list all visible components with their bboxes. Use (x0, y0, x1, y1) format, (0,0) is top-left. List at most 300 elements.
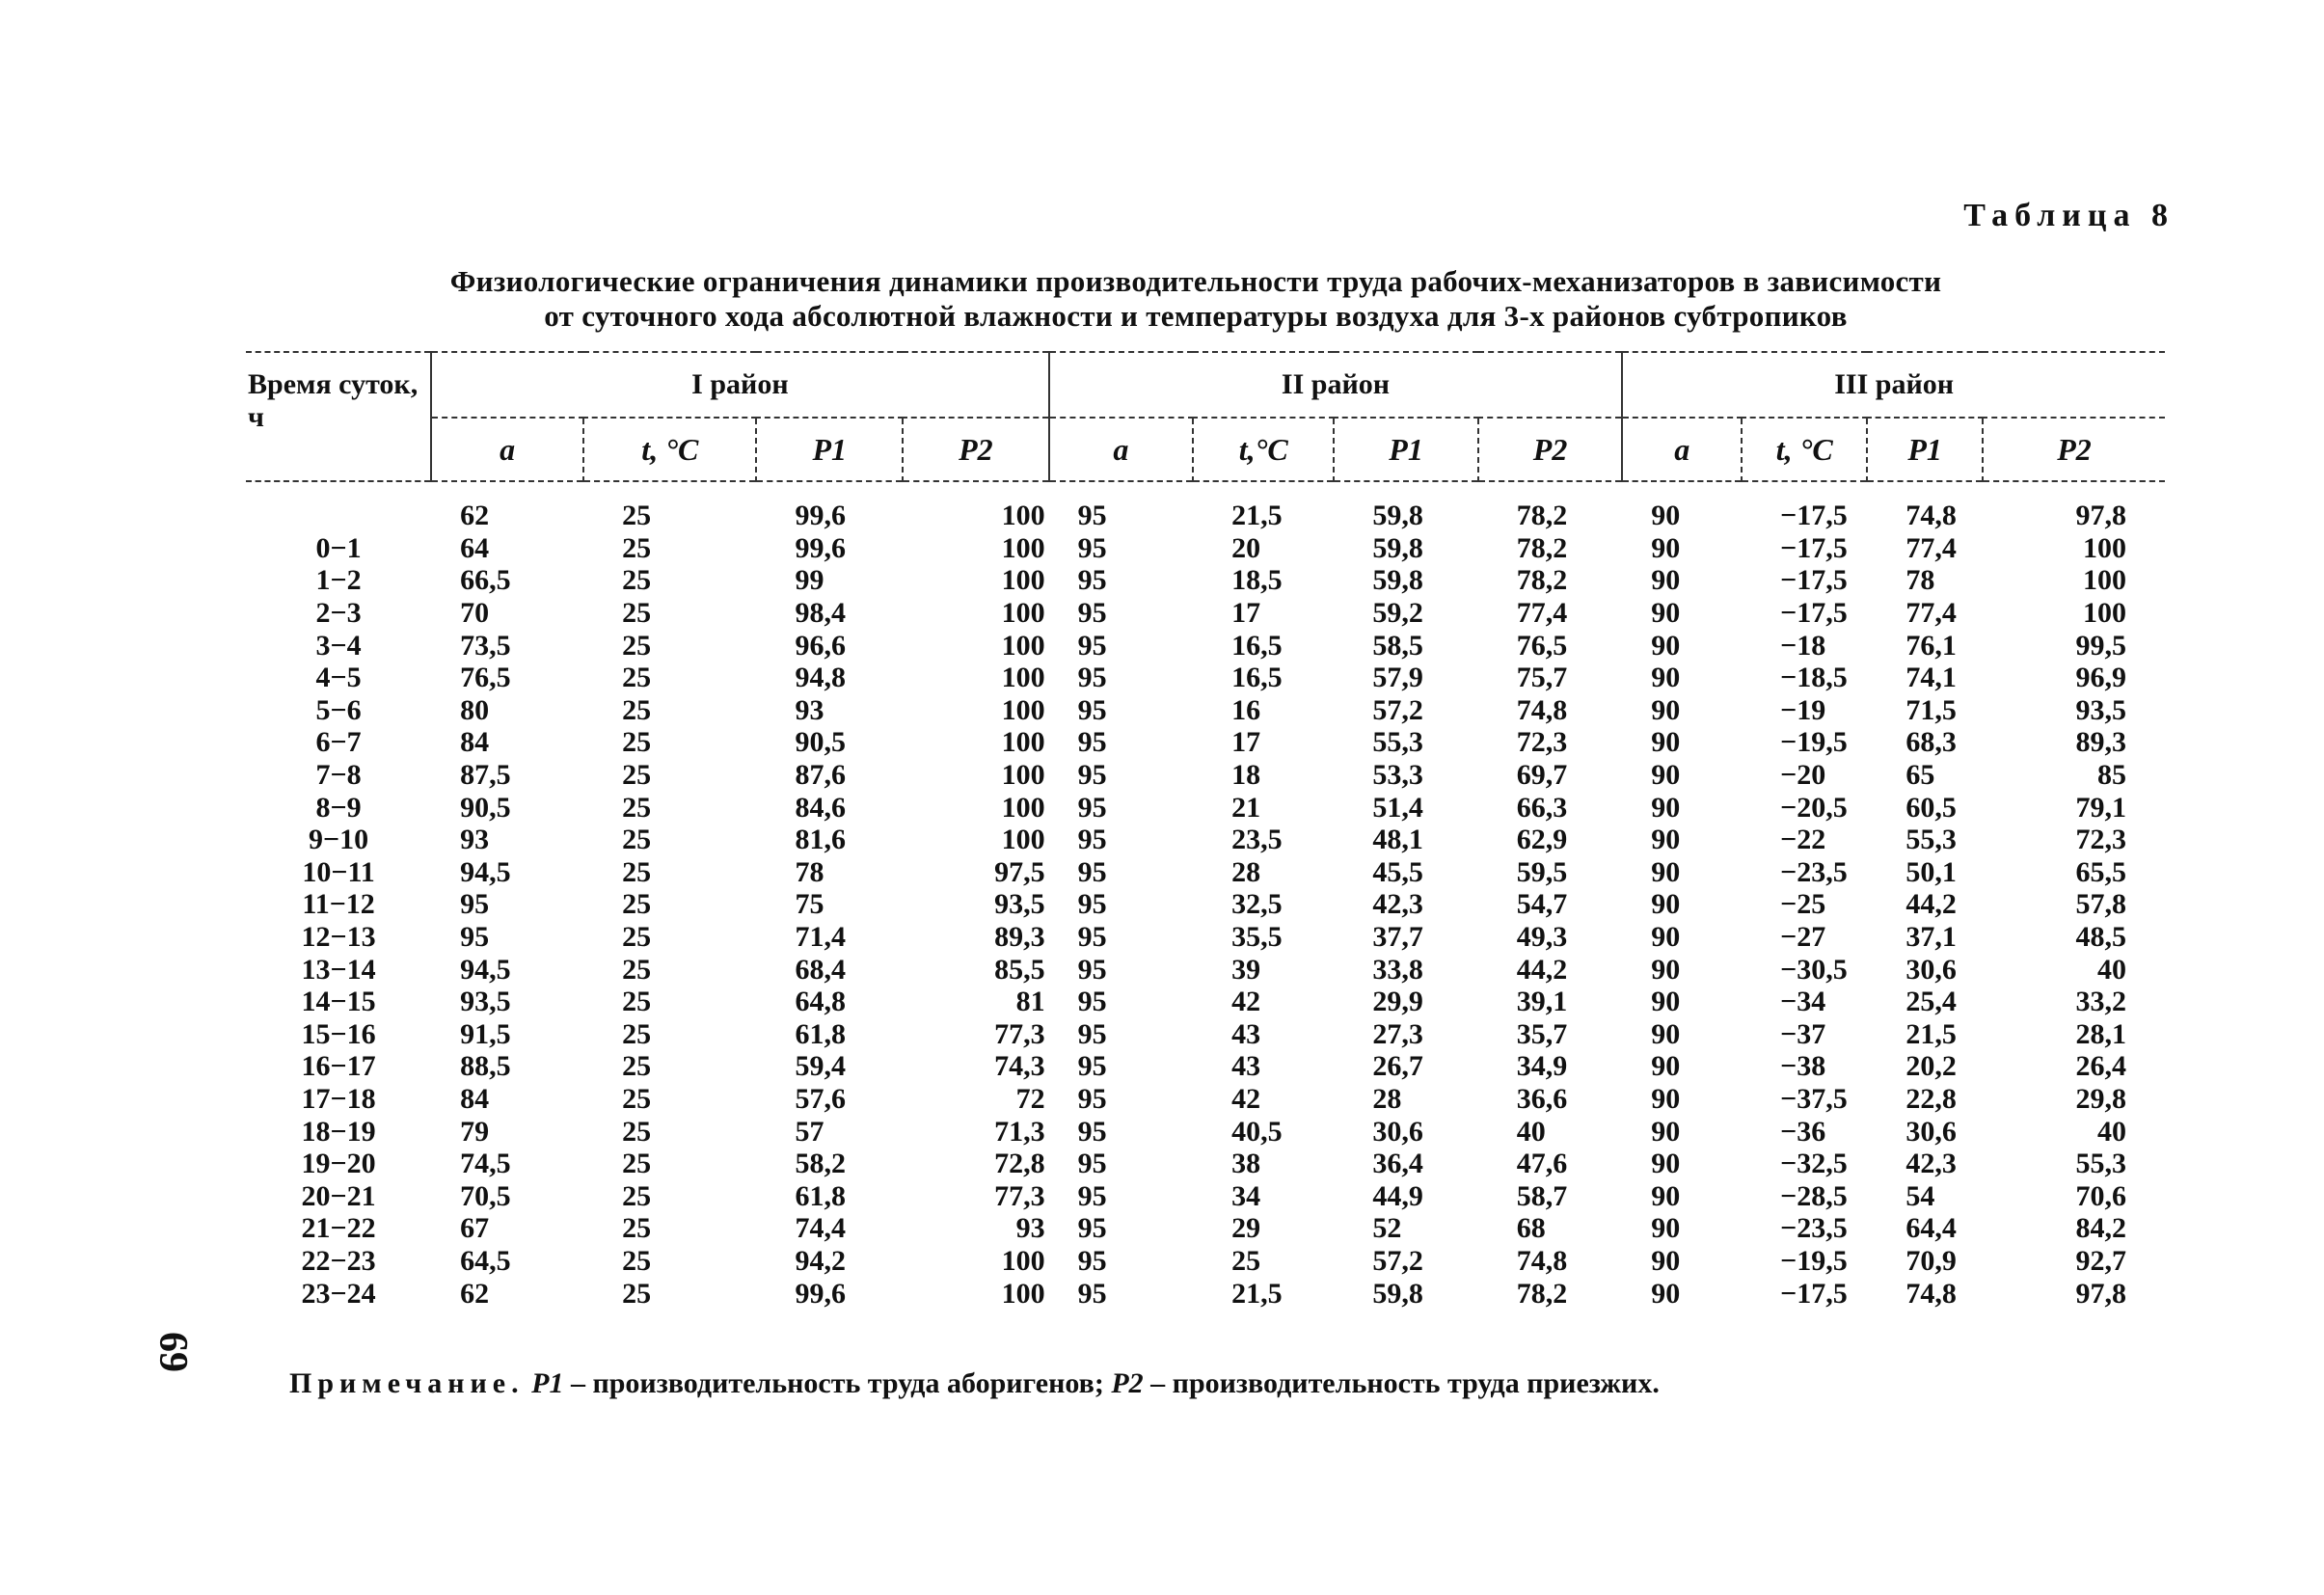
value-cell: 94,8 (795, 662, 846, 694)
value-cell: 88,5 (460, 1050, 511, 1083)
subcolumn-header: P2 (1478, 418, 1623, 481)
value-cell: 90 (1651, 759, 1681, 792)
value-cell: −28,5 (1780, 1179, 1848, 1212)
value-cell: 57,6 (795, 1082, 846, 1115)
value-cell: 95 (1077, 1082, 1107, 1115)
region-3-header: III район (1622, 352, 2165, 418)
value-cell: 30,6 (1905, 1115, 1957, 1148)
value-cell: 92,7 (2075, 1244, 2126, 1277)
time-cell: 9−10 (309, 824, 369, 856)
value-cell: 76,5 (460, 662, 511, 694)
value-cell: 70,5 (460, 1179, 511, 1212)
time-cell: 4−5 (315, 662, 362, 694)
value-cell: 93,5 (994, 888, 1045, 921)
value-cell: −19,5 (1780, 1244, 1848, 1277)
time-cell: 16−17 (301, 1050, 376, 1083)
value-cell: 95 (1077, 888, 1107, 921)
value-cell: 57,2 (1372, 693, 1423, 726)
value-cell: 81 (1015, 986, 1045, 1018)
value-cell: 17 (1231, 726, 1261, 759)
value-cell: 97,8 (2075, 500, 2126, 532)
value-cell: 25 (622, 953, 652, 986)
table-row (246, 986, 2165, 1018)
value-cell: 85 (2097, 759, 2126, 792)
value-cell: −37 (1780, 1017, 1826, 1050)
value-cell: 40 (2097, 1115, 2126, 1148)
value-cell: 87,6 (795, 759, 846, 792)
page-number: 69 (150, 1332, 195, 1372)
table-row (246, 921, 2165, 954)
value-cell: 95 (1077, 1050, 1107, 1083)
value-cell: 97,5 (994, 855, 1045, 888)
value-cell: 57 (795, 1115, 824, 1148)
value-cell: 25 (622, 726, 652, 759)
time-cell: 8−9 (315, 791, 362, 824)
value-cell: 72 (1015, 1082, 1045, 1115)
value-cell: 74,3 (994, 1050, 1045, 1083)
value-cell: 72,3 (2075, 824, 2126, 856)
value-cell: 25 (622, 1082, 652, 1115)
value-cell: 93 (460, 824, 490, 856)
value-cell: 25 (622, 531, 652, 564)
time-cell: 19−20 (301, 1148, 376, 1180)
subcolumn-header: t,°C (1193, 418, 1334, 481)
value-cell: 57,9 (1372, 662, 1423, 694)
time-cell: 23−24 (301, 1277, 376, 1310)
region-2-header: II район (1049, 352, 1623, 418)
value-cell: 59,8 (1372, 1277, 1423, 1310)
value-cell: 95 (1077, 1212, 1107, 1245)
value-cell: 68 (1516, 1212, 1546, 1245)
value-cell: 25 (622, 693, 652, 726)
value-cell: 25 (622, 1244, 652, 1277)
time-cell: 2−3 (315, 597, 362, 630)
value-cell: 72,3 (1516, 726, 1568, 759)
value-cell: 89,3 (994, 921, 1045, 954)
value-cell: 25,4 (1905, 986, 1957, 1018)
value-cell: 25 (622, 855, 652, 888)
value-cell: 100 (1001, 791, 1045, 824)
value-cell: 90 (1651, 629, 1681, 662)
value-cell: 59,8 (1372, 500, 1423, 532)
value-cell: 90 (1651, 693, 1681, 726)
time-cell: 17−18 (301, 1082, 376, 1115)
value-cell: 95 (1077, 1277, 1107, 1310)
value-cell: 78,2 (1516, 1277, 1568, 1310)
value-cell: −37,5 (1780, 1082, 1848, 1115)
value-cell: 18 (1231, 759, 1261, 792)
value-cell: 40 (1516, 1115, 1546, 1148)
value-cell: 90,5 (795, 726, 846, 759)
value-cell: 25 (622, 662, 652, 694)
value-cell: 100 (1001, 662, 1045, 694)
value-cell: −17,5 (1780, 1277, 1848, 1310)
value-cell: 81,6 (795, 824, 846, 856)
time-cell: 6−7 (315, 726, 362, 759)
value-cell: 75,7 (1516, 662, 1568, 694)
value-cell: 23,5 (1231, 824, 1283, 856)
value-cell: 100 (1001, 1244, 1045, 1277)
footnote (289, 1367, 1660, 1400)
value-cell: 25 (1231, 1244, 1261, 1277)
value-cell: 42 (1231, 1082, 1261, 1115)
table-row (246, 662, 2165, 694)
value-cell: 90 (1651, 855, 1681, 888)
value-cell: 90 (1651, 597, 1681, 630)
value-cell: 95 (1077, 693, 1107, 726)
table-row (246, 791, 2165, 824)
value-cell: 97,8 (2075, 1277, 2126, 1310)
value-cell: 70,9 (1905, 1244, 1957, 1277)
title-line-1: Физиологические ограничения динамики производительности труда рабочих-механизаторов в зависимости (449, 264, 1942, 298)
value-cell: 65,5 (2075, 855, 2126, 888)
subcolumn-header: P1 (1334, 418, 1477, 481)
value-cell: 100 (1001, 564, 1045, 597)
value-cell: 79,1 (2075, 791, 2126, 824)
time-cell: 13−14 (301, 953, 376, 986)
note-p2-symbol: P2 (1111, 1367, 1144, 1399)
value-cell: −23,5 (1780, 855, 1848, 888)
value-cell: 25 (622, 986, 652, 1018)
value-cell: 93,5 (2075, 693, 2126, 726)
value-cell: 74,1 (1905, 662, 1957, 694)
value-cell: −38 (1780, 1050, 1826, 1083)
value-cell: 90 (1651, 986, 1681, 1018)
value-cell: 90 (1651, 662, 1681, 694)
value-cell: −25 (1780, 888, 1826, 921)
value-cell: 64 (460, 531, 490, 564)
time-cell: 18−19 (301, 1115, 376, 1148)
value-cell: 100 (1001, 531, 1045, 564)
value-cell: 57,2 (1372, 1244, 1423, 1277)
value-cell: 28 (1231, 855, 1261, 888)
value-cell: 90 (1651, 1017, 1681, 1050)
value-cell: 21,5 (1231, 1277, 1283, 1310)
value-cell: 100 (1001, 500, 1045, 532)
value-cell: 100 (1001, 597, 1045, 630)
value-cell: 48,1 (1372, 824, 1423, 856)
table-row (246, 564, 2165, 597)
value-cell: 98,4 (795, 597, 846, 630)
value-cell: 29,9 (1372, 986, 1423, 1018)
value-cell: 38 (1231, 1148, 1261, 1180)
table-label: Таблица 8 (1963, 198, 2175, 233)
title-line-2: от суточного хода абсолютной влажности и температуры воздуха для 3-х районов субтропиков (544, 299, 1848, 333)
note-label: Примечание. (289, 1367, 525, 1399)
value-cell: 22,8 (1905, 1082, 1957, 1115)
value-cell: 17 (1231, 597, 1261, 630)
value-cell: 21,5 (1905, 1017, 1957, 1050)
value-cell: 76,5 (1516, 629, 1568, 662)
value-cell: 76,1 (1905, 629, 1957, 662)
value-cell: 64,5 (460, 1244, 511, 1277)
value-cell: 59,4 (795, 1050, 846, 1083)
note-text-2: – производительность труда приезжих. (1150, 1367, 1660, 1399)
value-cell: 89,3 (2075, 726, 2126, 759)
value-cell: −30,5 (1780, 953, 1848, 986)
value-cell: 74,5 (460, 1148, 511, 1180)
time-cell: 22−23 (301, 1244, 376, 1277)
value-cell: 42,3 (1905, 1148, 1957, 1180)
time-cell: 14−15 (301, 986, 376, 1018)
value-cell: 28,1 (2075, 1017, 2126, 1050)
value-cell: 59,2 (1372, 597, 1423, 630)
value-cell: 20 (1231, 531, 1261, 564)
value-cell: 84 (460, 726, 490, 759)
value-cell: 16,5 (1231, 629, 1283, 662)
value-cell: 99,5 (2075, 629, 2126, 662)
value-cell: 78 (795, 855, 824, 888)
subcolumn-header: P1 (1867, 418, 1983, 481)
value-cell: −36 (1780, 1115, 1826, 1148)
value-cell: 93,5 (460, 986, 511, 1018)
table-row (246, 597, 2165, 630)
value-cell: 100 (1001, 693, 1045, 726)
value-cell: 43 (1231, 1017, 1261, 1050)
value-cell: 74,8 (1516, 1244, 1568, 1277)
value-cell: 55,3 (2075, 1148, 2126, 1180)
value-cell: 78,2 (1516, 500, 1568, 532)
value-cell: 45,5 (1372, 855, 1423, 888)
value-cell: 90 (1651, 1179, 1681, 1212)
value-cell: 44,2 (1905, 888, 1957, 921)
value-cell: 84,2 (2075, 1212, 2126, 1245)
value-cell: 65 (1905, 759, 1935, 792)
table-row (246, 1212, 2165, 1245)
value-cell: 85,5 (994, 953, 1045, 986)
value-cell: 59,8 (1372, 564, 1423, 597)
value-cell: 71,3 (994, 1115, 1045, 1148)
value-cell: 26,7 (1372, 1050, 1423, 1083)
value-cell: 96,6 (795, 629, 846, 662)
value-cell: 36,6 (1516, 1082, 1568, 1115)
value-cell: 58,5 (1372, 629, 1423, 662)
value-cell: 50,1 (1905, 855, 1957, 888)
time-cell: 1−2 (315, 564, 362, 597)
value-cell: −19 (1780, 693, 1826, 726)
value-cell: 52 (1372, 1212, 1402, 1245)
value-cell: 80 (460, 693, 490, 726)
value-cell: 30,6 (1905, 953, 1957, 986)
value-cell: 59,5 (1516, 855, 1568, 888)
value-cell: 95 (1077, 500, 1107, 532)
value-cell: 66,3 (1516, 791, 1568, 824)
value-cell: 21 (1231, 791, 1261, 824)
value-cell: 53,3 (1372, 759, 1423, 792)
value-cell: 77,4 (1905, 597, 1957, 630)
time-column-header: Время суток, ч (246, 352, 431, 481)
value-cell: 90 (1651, 726, 1681, 759)
table-row (246, 953, 2165, 986)
value-cell: 95 (1077, 1179, 1107, 1212)
value-cell: 25 (622, 500, 652, 532)
value-cell: 70,6 (2075, 1179, 2126, 1212)
value-cell: 69,7 (1516, 759, 1568, 792)
value-cell: 48,5 (2075, 921, 2126, 954)
value-cell: 25 (622, 1017, 652, 1050)
table-row (246, 1115, 2165, 1148)
value-cell: 90 (1651, 921, 1681, 954)
value-cell: 95 (460, 888, 490, 921)
table-row (246, 1245, 2165, 1278)
value-cell: 90 (1651, 564, 1681, 597)
value-cell: 43 (1231, 1050, 1261, 1083)
value-cell: 90 (1651, 1115, 1681, 1148)
value-cell: 95 (1077, 759, 1107, 792)
table-row (246, 1050, 2165, 1083)
value-cell: 100 (1001, 1277, 1045, 1310)
subcolumn-header: a (1622, 418, 1742, 481)
subcolumn-header: t, °C (583, 418, 756, 481)
value-cell: 30,6 (1372, 1115, 1423, 1148)
value-cell: 25 (622, 1050, 652, 1083)
value-cell: 94,5 (460, 953, 511, 986)
value-cell: 61,8 (795, 1179, 846, 1212)
time-cell: 11−12 (302, 888, 375, 921)
value-cell: −18 (1780, 629, 1826, 662)
value-cell: 90 (1651, 888, 1681, 921)
value-cell: 95 (1077, 1115, 1107, 1148)
value-cell: 99,6 (795, 500, 846, 532)
value-cell: 25 (622, 629, 652, 662)
value-cell: 59,8 (1372, 531, 1423, 564)
value-cell: 64,4 (1905, 1212, 1957, 1245)
value-cell: 84,6 (795, 791, 846, 824)
value-cell: 94,5 (460, 855, 511, 888)
value-cell: 55,3 (1372, 726, 1423, 759)
value-cell: 55,3 (1905, 824, 1957, 856)
value-cell: 94,2 (795, 1244, 846, 1277)
value-cell: 62,9 (1516, 824, 1568, 856)
value-cell: 78 (1905, 564, 1935, 597)
value-cell: 42,3 (1372, 888, 1423, 921)
value-cell: 79 (460, 1115, 490, 1148)
value-cell: 100 (1001, 824, 1045, 856)
table-row (246, 629, 2165, 662)
value-cell: 54,7 (1516, 888, 1568, 921)
value-cell: 90 (1651, 1082, 1681, 1115)
table-row (246, 1277, 2165, 1310)
value-cell: 21,5 (1231, 500, 1283, 532)
value-cell: 62 (460, 500, 490, 532)
header-row-regions (246, 352, 2165, 418)
table-row (246, 1083, 2165, 1116)
value-cell: 49,3 (1516, 921, 1568, 954)
value-cell: 90 (1651, 1148, 1681, 1180)
subcolumn-header: t, °C (1742, 418, 1867, 481)
value-cell: 60,5 (1905, 791, 1957, 824)
value-cell: 51,4 (1372, 791, 1423, 824)
value-cell: 25 (622, 1212, 652, 1245)
value-cell: 71,5 (1905, 693, 1957, 726)
value-cell: 58,7 (1516, 1179, 1568, 1212)
value-cell: 44,2 (1516, 953, 1568, 986)
value-cell: 25 (622, 1179, 652, 1212)
value-cell: 40,5 (1231, 1115, 1283, 1148)
value-cell: 95 (1077, 986, 1107, 1018)
table-row (246, 1148, 2165, 1180)
value-cell: 93 (1015, 1212, 1045, 1245)
value-cell: 68,3 (1905, 726, 1957, 759)
value-cell: 27,3 (1372, 1017, 1423, 1050)
value-cell: 25 (622, 921, 652, 954)
value-cell: 100 (2083, 597, 2126, 630)
value-cell: 95 (1077, 564, 1107, 597)
value-cell: 77,3 (994, 1017, 1045, 1050)
value-cell: 34,9 (1516, 1050, 1568, 1083)
value-cell: 99,6 (795, 531, 846, 564)
value-cell: 25 (622, 888, 652, 921)
value-cell: −17,5 (1780, 564, 1848, 597)
value-cell: 90 (1651, 500, 1681, 532)
value-cell: 95 (1077, 597, 1107, 630)
value-cell: 33,8 (1372, 953, 1423, 986)
subcolumn-header: a (1049, 418, 1193, 481)
value-cell: 100 (2083, 531, 2126, 564)
value-cell: 71,4 (795, 921, 846, 954)
value-cell: −17,5 (1780, 500, 1848, 532)
value-cell: −17,5 (1780, 597, 1848, 630)
value-cell: 100 (1001, 759, 1045, 792)
value-cell: 25 (622, 824, 652, 856)
table-row (246, 532, 2165, 565)
value-cell: 90 (1651, 953, 1681, 986)
value-cell: 42 (1231, 986, 1261, 1018)
value-cell: 95 (1077, 726, 1107, 759)
value-cell: −23,5 (1780, 1212, 1848, 1245)
subcolumn-header: P2 (903, 418, 1049, 481)
table-row (246, 888, 2165, 921)
table-row (246, 856, 2165, 889)
value-cell: 28 (1372, 1082, 1402, 1115)
value-cell: 16 (1231, 693, 1261, 726)
value-cell: 99 (795, 564, 824, 597)
value-cell: 90 (1651, 1050, 1681, 1083)
value-cell: 90 (1651, 531, 1681, 564)
time-cell: 0−1 (315, 531, 362, 564)
data-table (246, 351, 2165, 1310)
table-row (246, 824, 2165, 856)
value-cell: 25 (622, 1277, 652, 1310)
value-cell: 61,8 (795, 1017, 846, 1050)
table-row (246, 694, 2165, 727)
value-cell: 74,8 (1905, 1277, 1957, 1310)
subcolumn-header: P1 (756, 418, 903, 481)
value-cell: 95 (1077, 629, 1107, 662)
value-cell: 20,2 (1905, 1050, 1957, 1083)
table-body (246, 481, 2165, 1310)
value-cell: 57,8 (2075, 888, 2126, 921)
subcolumn-header: P2 (1983, 418, 2165, 481)
value-cell: 33,2 (2075, 986, 2126, 1018)
value-cell: 25 (622, 564, 652, 597)
value-cell: 77,3 (994, 1179, 1045, 1212)
header-row-subcolumns (246, 418, 2165, 481)
value-cell: 36,4 (1372, 1148, 1423, 1180)
value-cell: 44,9 (1372, 1179, 1423, 1212)
value-cell: 91,5 (460, 1017, 511, 1050)
value-cell: 90 (1651, 1212, 1681, 1245)
value-cell: 78,2 (1516, 531, 1568, 564)
value-cell: 54 (1905, 1179, 1935, 1212)
note-text-1: – производительность труда аборигенов; (570, 1367, 1104, 1399)
value-cell: 39 (1231, 953, 1261, 986)
table-row (246, 759, 2165, 792)
table-row (246, 1018, 2165, 1051)
time-cell: 3−4 (315, 629, 362, 662)
value-cell: 100 (2083, 564, 2126, 597)
value-cell: 95 (1077, 824, 1107, 856)
